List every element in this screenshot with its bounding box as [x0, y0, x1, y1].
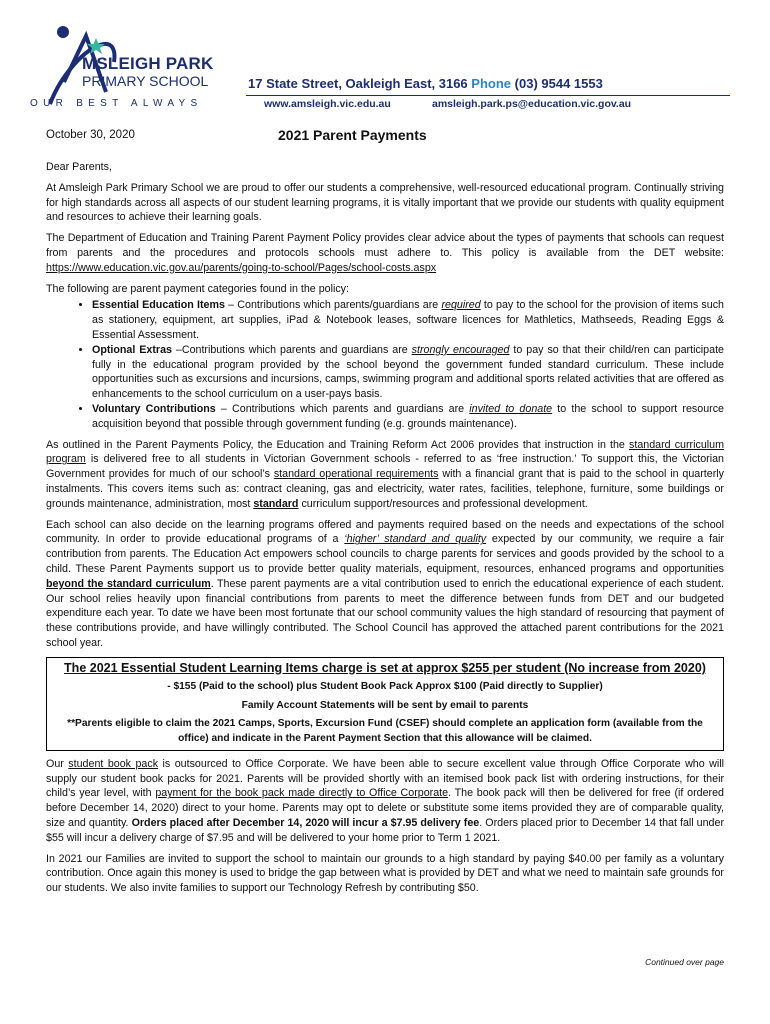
text: Our	[46, 757, 69, 770]
category-text: to the school to support resource acquisition beyond that possible through government funding (e.g. grounds maintenance).	[92, 402, 724, 430]
continued-note: Continued over page	[645, 957, 724, 967]
paragraph-free-instruction	[46, 438, 724, 512]
letter-date: October 30, 2020	[46, 129, 135, 141]
school-address: 17 State Street, Oakleigh East, 3166	[248, 76, 468, 91]
logo-circle	[57, 26, 69, 38]
school-address-line	[248, 76, 603, 91]
text: curriculum support/resources and professional development.	[298, 497, 588, 510]
school-email-link[interactable]: amsleigh.park.ps@education.vic.gov.au	[432, 98, 632, 110]
school-website-link[interactable]: www.amsleigh.vic.edu.au	[264, 98, 391, 110]
det-website-link[interactable]: https://www.education.vic.gov.au/parents/going-to-school/Pages/school-costs.aspx	[46, 261, 437, 274]
underlined-text: payment for the book pack made directly to Office Corporate	[155, 787, 449, 800]
category-name: Voluntary Contributions	[92, 402, 216, 415]
list-item	[92, 402, 724, 432]
page-title: 2021 Parent Payments	[278, 127, 427, 143]
text: . These parent payments are a vital contribution used to enrich the educational experience of each student. Our school relies heavily upon financial contributions from parents to meet the difference between funds from DET and our budgeted expenditure each year. To date we have been most fortunate that our school community values the high standard of resourcing that payment of these contributions provide, and have willingly contributed. The School Council has approved the attached parent contributions for the 2021 school year.	[46, 577, 724, 649]
charge-notice-title: The 2021 Essential Student Learning Items charge is set at approx $255 per student (No increase from 2020)	[64, 660, 706, 675]
text: is outsourced to Office Corporate. We have been able to secure excellent value through Office Corporate who will supply our student book packs for 2021. Parents will be provided shortly with an itemised book pack list with ordering instructions, for their child’s year level, with	[46, 757, 724, 800]
statement-notice: Family Account Statements will be sent by email to parents	[241, 699, 529, 711]
underlined-text: student book pack	[68, 757, 159, 770]
phone-number: (03) 9544 1553	[514, 76, 603, 91]
underlined-text: beyond the standard curriculum	[46, 577, 211, 590]
underlined-text: standard curriculum program	[46, 438, 724, 466]
underlined-text: standard	[253, 497, 299, 510]
category-name: Essential Education Items	[92, 299, 225, 312]
text: is delivered free to all students in Victorian Government schools - referred to as ‘free instruction.’ To support this, the Victorian Government provides for much of our school’s	[46, 453, 724, 481]
school-name: MSLEIGH PARK	[82, 54, 214, 73]
charge-notice-box	[46, 657, 724, 751]
underlined-text: standard operational requirements	[273, 468, 439, 481]
paragraph-policy	[46, 231, 724, 275]
text: . Orders placed prior to December 14 that fall under $55 will incur a delivery charge of $7.95 and will be delivered to your home prior to Term 1 2021.	[46, 817, 725, 844]
phone-label: Phone	[471, 76, 512, 91]
csef-notice: **Parents eligible to claim the 2021 Camps, Sports, Excursion Fund (CSEF) should complete an application form (available from the office) and indicate in the Parent Payment Section that this allowance will be claimed.	[67, 718, 703, 745]
category-text: – Contributions which parents/guardians are	[224, 299, 442, 312]
salutation: Dear Parents,	[46, 161, 112, 173]
category-text: to pay to the school for the provision of items such as stationery, equipment, art supplies, iPad & Notebook leases, software licences for Mathletics, Mathseeds, Reading Eggs & Essential Assessment.	[92, 299, 724, 341]
text: Each school can also decide on the learning programs offered and payments required based on the needs and expectations of the school community. In order to provide educational programs of a	[46, 518, 724, 546]
text: As outlined in the Parent Payments Policy, the Education and Training Reform Act 2006 provides that instruction in the	[46, 438, 629, 451]
category-name: Optional Extras	[92, 343, 172, 356]
header-divider	[246, 95, 730, 96]
bold-text: Orders placed after December 14, 2020 will incur a $7.95 delivery fee	[131, 817, 480, 830]
school-subtitle: PRIMARY SCHOOL	[82, 73, 209, 89]
charge-breakdown: - $155 (Paid to the school) plus Student Book Pack Approx $100 (Paid directly to Supplier)	[167, 680, 603, 692]
underlined-text: ‘higher’ standard and quality	[344, 533, 487, 546]
school-motto: OUR BEST ALWAYS	[30, 98, 203, 109]
paragraph-school-programs	[46, 518, 724, 651]
paragraph-intro: At Amsleigh Park Primary School we are proud to offer our students a comprehensive, well-resourced educational program. Continually striving for high standards across all aspects of our student learning programs, it is vitally important that we provide our students with quality equipment and resources to achieve their learning goals.	[46, 181, 724, 224]
category-text: to pay so that their child/ren can participate fully in the educational program provided by the school beyond the government funded standard curriculum. These include opportunities such as excursions and incursions, camps, swimming program and additional sports related activities that are offered as enhancements to the school curriculum on a user-pays basis.	[92, 343, 724, 401]
category-text: –Contributions which parents and guardians are	[171, 343, 412, 356]
categories-list	[46, 298, 724, 431]
text: with a financial grant that is paid to the school in quarterly instalments. This covers items such as: contract cleaning, gas and electricity, water rates, facilities, telephone, furniture, some buildings or grounds maintenance, administration, most	[46, 468, 724, 510]
text: expected by our community, we require a fair contribution from parents. The Education Act empowers school councils to charge parents for services and goods provided by the school to a child. These Parent Payments support us to provide better quality materials, equipment, resources, enhanced programs and opportunities	[46, 533, 724, 575]
policy-text: The Department of Education and Training Parent Payment Policy provides clear advice about the types of payments that schools can request from parents and the procedures and protocols schools must adhere to. This policy is available from the DET website:	[46, 232, 724, 259]
letter-body	[46, 160, 724, 902]
category-text: – Contributions which parents and guardians are	[215, 402, 470, 415]
category-emphasis: invited to donate	[469, 402, 553, 415]
list-item	[92, 343, 724, 402]
category-emphasis: strongly encouraged	[411, 343, 510, 356]
category-emphasis: required	[441, 299, 481, 312]
paragraph-voluntary: In 2021 our Families are invited to support the school to maintain our grounds to a high standard by paying $40.00 per family as a voluntary contribution. Once again this money is used to bridge the gap between what is provided by DET and what we need to maintain safe grounds for our students. We also invite families to support our Technology Refresh by contributing $50.	[46, 852, 724, 895]
paragraph-book-pack	[46, 757, 724, 846]
text: . The book pack will then be delivered for free (if ordered before December 14, 2020) direct to your home. Parents may opt to delete or substitute some items provided they are of comparable quality, size and quantity.	[46, 787, 724, 830]
list-item	[92, 298, 724, 342]
categories-intro: The following are parent payment categories found in the policy:	[46, 282, 349, 295]
